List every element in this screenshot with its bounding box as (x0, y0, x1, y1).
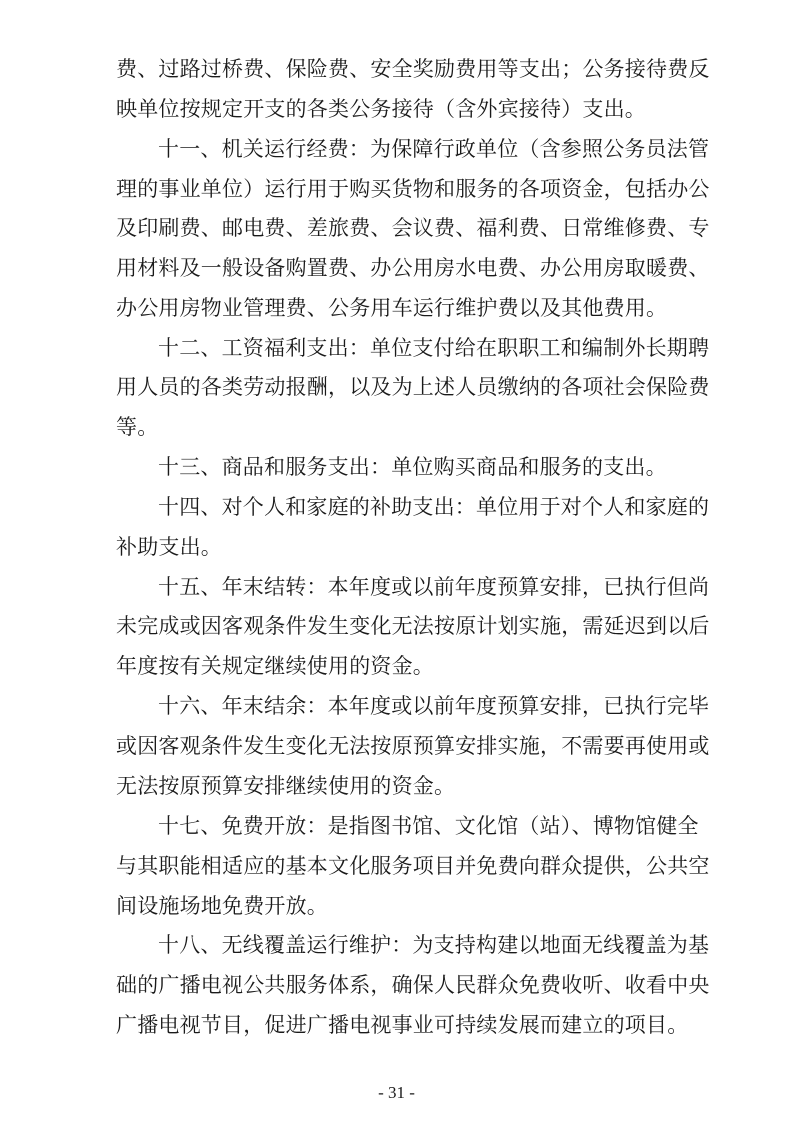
paragraph-line: 础的广播电视公共服务体系，确保人民群众免费收听、收看中央 (116, 973, 710, 997)
paragraph-line: 用材料及一般设备购置费、办公用房水电费、办公用房取暖费、 (116, 256, 710, 280)
paragraph-line: 十四、对个人和家庭的补助支出：单位用于对个人和家庭的 (158, 495, 710, 519)
paragraph-line: 等。 (116, 415, 159, 439)
paragraph-line: 年度按有关规定继续使用的资金。 (116, 654, 434, 678)
paragraph-line: 无法按原预算安排继续使用的资金。 (116, 774, 456, 798)
paragraph-line: 间设施场地免费开放。 (116, 894, 328, 918)
paragraph-line: 补助支出。 (116, 535, 222, 559)
paragraph-line: 及印刷费、邮电费、差旅费、会议费、福利费、日常维修费、专 (116, 216, 710, 240)
paragraph-line: 十三、商品和服务支出：单位购买商品和服务的支出。 (158, 455, 667, 479)
paragraph-line: 十二、工资福利支出：单位支付给在职职工和编制外长期聘 (158, 336, 710, 360)
paragraph-line: 十七、免费开放：是指图书馆、文化馆（站）、博物馆健全 (158, 814, 699, 838)
paragraph-line: 十六、年末结余：本年度或以前年度预算安排，已执行完毕 (158, 694, 710, 718)
paragraph-line: 十一、机关运行经费：为保障行政单位（含参照公务员法管 (158, 137, 710, 161)
paragraph-line: 或因客观条件发生变化无法按原预算安排实施，不需要再使用或 (116, 734, 710, 758)
paragraph-line: 映单位按规定开支的各类公务接待（含外宾接待）支出。 (116, 97, 646, 121)
paragraph-line: 费、过路过桥费、保险费、安全奖励费用等支出；公务接待费反 (116, 57, 710, 81)
paragraph-line: 十五、年末结转：本年度或以前年度预算安排，已执行但尚 (158, 575, 710, 599)
paragraph-line: 与其职能相适应的基本文化服务项目并免费向群众提供，公共空 (116, 854, 710, 878)
page-number: - 31 - (378, 1083, 415, 1102)
paragraph-line: 用人员的各类劳动报酬，以及为上述人员缴纳的各项社会保险费 (116, 375, 710, 399)
paragraph-line: 未完成或因客观条件发生变化无法按原计划实施，需延迟到以后 (116, 614, 710, 638)
paragraph-line: 理的事业单位）运行用于购买货物和服务的各项资金，包括办公 (116, 177, 710, 201)
paragraph-line: 广播电视节目，促进广播电视事业可持续发展而建立的项目。 (116, 1013, 689, 1037)
paragraph-line: 十八、无线覆盖运行维护：为支持构建以地面无线覆盖为基 (158, 933, 710, 957)
paragraph-line: 办公用房物业管理费、公务用车运行维护费以及其他费用。 (116, 296, 668, 320)
